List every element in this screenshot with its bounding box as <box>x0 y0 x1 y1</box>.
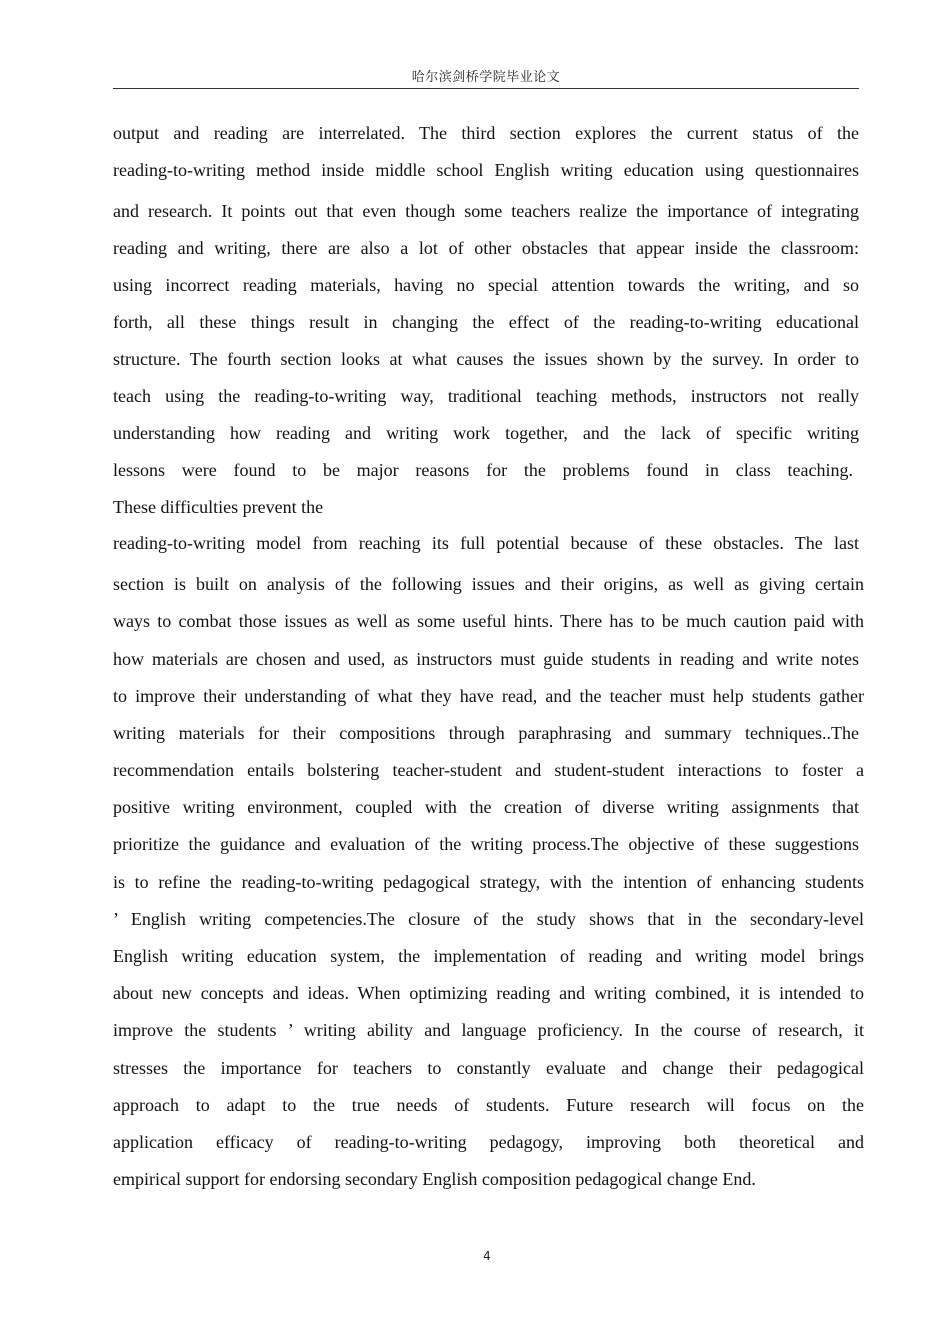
body-line-25: improve the students ’ writing ability and language proficiency. In the course of research, it <box>113 1020 864 1040</box>
body-line-5: using incorrect reading materials, having no special attention towards the writing, and so <box>113 275 859 295</box>
body-line-18: recommendation entails bolstering teacher-student and student-student interactions to foster a <box>113 760 864 780</box>
body-line-29: empirical support for endorsing secondary English composition pedagogical change End. <box>113 1169 756 1189</box>
body-line-28: application efficacy of reading-to-writing pedagogy, improving both theoretical and <box>113 1132 864 1152</box>
page-number: 4 <box>483 1249 491 1263</box>
body-line-12: reading-to-writing model from reaching its full potential because of these obstacles. The last <box>113 533 859 553</box>
body-line-23: English writing education system, the implementation of reading and writing model brings <box>113 946 864 966</box>
body-line-13: section is built on analysis of the following issues and their origins, as well as giving certain <box>113 574 864 594</box>
body-line-16: to improve their understanding of what they have read, and the teacher must help students gather <box>113 686 864 706</box>
body-line-7: structure. The fourth section looks at what causes the issues shown by the survey. In order to <box>113 349 859 369</box>
header-divider <box>113 88 859 89</box>
body-line-17: writing materials for their compositions through paraphrasing and summary techniques..The <box>113 723 859 743</box>
body-line-1: output and reading are interrelated. The third section explores the current status of the <box>113 123 859 143</box>
body-line-19: positive writing environment, coupled with the creation of diverse writing assignments that <box>113 797 859 817</box>
body-line-3: and research. It points out that even though some teachers realize the importance of integrating <box>113 201 859 221</box>
body-line-21: is to refine the reading-to-writing pedagogical strategy, with the intention of enhancing students <box>113 872 864 892</box>
body-line-27: approach to adapt to the true needs of students. Future research will focus on the <box>113 1095 864 1115</box>
body-line-20: prioritize the guidance and evaluation of the writing process.The objective of these suggestions <box>113 834 859 854</box>
body-line-14: ways to combat those issues as well as some useful hints. There has to be much caution paid with <box>113 611 864 631</box>
running-header: 哈尔滨剑桥学院毕业论文 <box>411 70 561 85</box>
body-line-9: understanding how reading and writing work together, and the lack of specific writing <box>113 423 859 443</box>
body-line-11: These difficulties prevent the <box>113 497 324 517</box>
body-line-22: ’ English writing competencies.The closure of the study shows that in the secondary-level <box>113 909 864 929</box>
body-line-24: about new concepts and ideas. When optimizing reading and writing combined, it is intended to <box>113 983 864 1003</box>
body-line-4: reading and writing, there are also a lot of other obstacles that appear inside the classroom: <box>113 238 859 258</box>
body-line-15: how materials are chosen and used, as instructors must guide students in reading and write notes <box>113 649 859 669</box>
body-line-6: forth, all these things result in changing the effect of the reading-to-writing educational <box>113 312 859 332</box>
body-line-8: teach using the reading-to-writing way, traditional teaching methods, instructors not really <box>113 386 859 406</box>
body-line-2: reading-to-writing method inside middle school English writing education using questionnaires <box>113 160 859 180</box>
body-line-26: stresses the importance for teachers to constantly evaluate and change their pedagogical <box>113 1058 864 1078</box>
body-line-10: lessons were found to be major reasons for the problems found in class teaching. <box>113 460 853 480</box>
